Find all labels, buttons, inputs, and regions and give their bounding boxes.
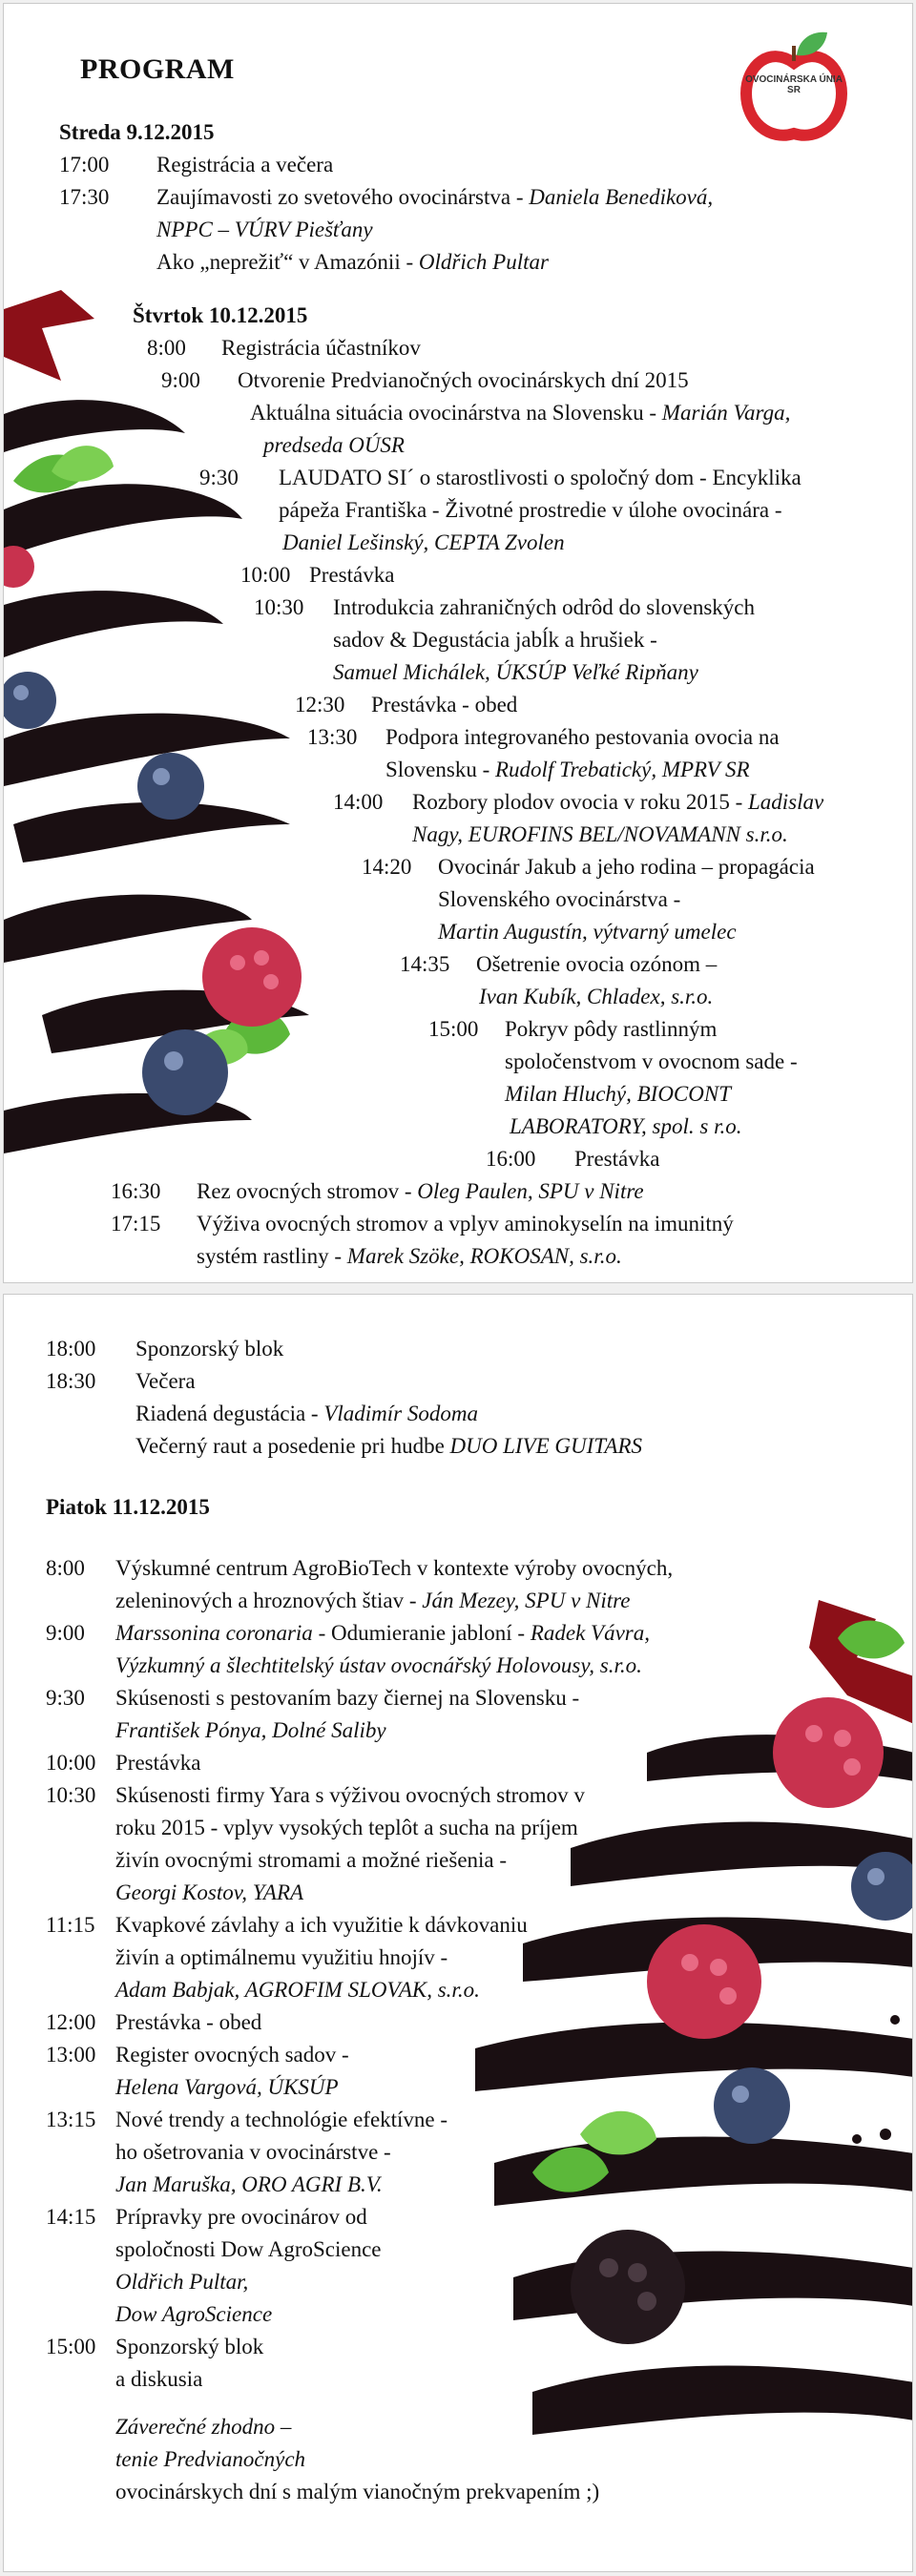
d2-line-3b: pápeža Františka - Životné prostredie v úlohe ovocinára - — [279, 498, 782, 522]
closing-text-2: tenie Predvianočných — [115, 2447, 306, 2471]
day1-text-2: Zaujímavosti zo svetového ovocinárstva - — [156, 185, 530, 209]
program-page-2 — [3, 1294, 913, 2572]
day2-header: Štvrtok 10.12.2015 — [133, 303, 308, 327]
d2-line-9a: Ovocinár Jakub a jeho rodina – propagácia — [438, 855, 815, 879]
d2-line-8a: Rozbory plodov ovocia v roku 2015 - — [412, 790, 748, 814]
d2-row-7b — [385, 754, 750, 786]
d2-speaker-10: Ivan Kubík, Chladex, s.r.o. — [479, 985, 714, 1008]
day1-row-2b — [156, 214, 373, 246]
d2e-text-0: Sponzorský blok — [135, 1337, 284, 1361]
d2-line-7a: Podpora integrovaného pestovania ovocia na — [385, 725, 780, 749]
d2e-row-2 — [135, 1398, 478, 1430]
d3-line-0b: zeleninových a hroznových štiav - — [115, 1589, 423, 1612]
d3-line-7a: Register ovocných sadov - — [115, 2043, 349, 2067]
d2-line-5b: sadov & Degustácia jabĺk a hrušiek - — [333, 628, 657, 652]
d2-text-1: Otvorenie Predvianočných ovocinárskych dní 2015 — [238, 368, 689, 392]
day1-text-3: Ako „neprežiť“ v Amazónii - — [156, 250, 419, 274]
d2-row-14b — [197, 1240, 622, 1273]
closing-text-1: Záverečné zhodno – — [115, 2415, 292, 2439]
d3-row-9d — [115, 2298, 272, 2331]
d2-time-0: 8:00 — [147, 336, 186, 360]
d2-text-2: Aktuálna situácia ovocinárstva na Slovensku - — [250, 401, 662, 425]
d3-row-1b — [115, 1650, 642, 1682]
d2-line-11a: Pokryv pôdy rastlinným — [505, 1017, 718, 1041]
d3-line-4c: živín ovocnými stromami a možné riešenia - — [115, 1848, 508, 1872]
d3-time-10: 15:00 — [46, 2335, 96, 2358]
day1-speaker-3: Oldřich Pultar — [418, 250, 549, 274]
d3-line-8b: ho ošetrovania v ovocinárstve - — [115, 2140, 391, 2164]
closing-line-2 — [115, 2443, 305, 2476]
d3-speaker-4: Georgi Kostov, YARA — [115, 1880, 304, 1904]
d2-line-14a: Výživa ovocných stromov a vplyv aminokyselín na imunitný — [197, 1212, 734, 1236]
d2e-text-3: Večerný raut a posedenie pri hudbe — [135, 1434, 450, 1458]
d2-time-3: 9:30 — [199, 466, 239, 489]
d2-row-8b — [412, 819, 788, 851]
d2-row-13 — [197, 1175, 644, 1208]
d2-text-6: Prestávka - obed — [371, 693, 518, 717]
d3-speaker-9b: Dow AgroScience — [115, 2302, 273, 2326]
d2-line-10a: Ošetrenie ovocia ozónom – — [476, 952, 718, 976]
d2-time-5: 10:30 — [254, 595, 304, 619]
d2-time-8: 14:00 — [333, 790, 384, 814]
d2-row-11c — [505, 1078, 731, 1111]
d3-time-4: 10:30 — [46, 1783, 96, 1807]
d2e-time-0: 18:00 — [46, 1337, 96, 1361]
day1-time-2: 17:30 — [59, 185, 110, 209]
d2-time-6: 12:30 — [295, 693, 345, 717]
d3-speaker-1a: Marssonina coronaria — [115, 1621, 313, 1645]
ovocinarska-unia-logo — [732, 27, 856, 151]
d3-text-3: Prestávka — [115, 1751, 201, 1775]
d3-time-2: 9:30 — [46, 1686, 85, 1710]
day1-row-2 — [156, 181, 713, 214]
d2e-text-1: Večera — [135, 1369, 196, 1393]
d2-line-5a: Introdukcia zahraničných odrôd do slovenských — [333, 595, 755, 619]
day1-header: Streda 9.12.2015 — [59, 120, 215, 144]
page-title: PROGRAM — [80, 53, 235, 85]
d2-text-12: Prestávka — [574, 1147, 660, 1171]
d3-line-10a: Sponzorský blok — [115, 2335, 264, 2358]
d3-time-3: 10:00 — [46, 1751, 96, 1775]
d2-line-9b: Slovenského ovocinárstva - — [438, 887, 681, 911]
d2-row-8a — [412, 786, 823, 819]
d3-text-6: Prestávka - obed — [115, 2010, 262, 2034]
day1-row-3 — [156, 246, 549, 279]
d2-line-14b: systém rastliny - — [197, 1244, 347, 1268]
d3-row-7b — [115, 2071, 339, 2104]
d2-speaker-2b: predseda OÚSR — [263, 433, 405, 457]
d2-time-10: 14:35 — [400, 952, 450, 976]
d2-row-11d — [510, 1111, 742, 1143]
d3-line-5a: Kvapkové závlahy a ich využitie k dávkovaniu — [115, 1913, 528, 1937]
d2-text-13: Rez ovocných stromov - — [197, 1179, 418, 1203]
dessert-decoration-right — [475, 1600, 913, 2554]
d3-time-0: 8:00 — [46, 1556, 85, 1580]
d3-line-2a: Skúsenosti s pestovaním bazy čiernej na Slovensku - — [115, 1686, 580, 1710]
d3-speaker-0: Ján Mezey, SPU v Nitre — [422, 1589, 631, 1612]
d2e-text-2: Riadená degustácia - — [135, 1402, 324, 1425]
d3-line-5b: živín a optimálnemu využitiu hnojív - — [115, 1945, 448, 1969]
d3-line-4b: roku 2015 - vplyv vysokých teplôt a sucha na príjem — [115, 1816, 578, 1839]
d2-speaker-9: Martin Augustín, výtvarný umelec — [438, 920, 737, 944]
d2-text-0: Registrácia účastníkov — [221, 336, 421, 360]
d3-time-1: 9:00 — [46, 1621, 85, 1645]
d2e-row-3 — [135, 1430, 642, 1463]
d2e-speaker-3: DUO LIVE GUITARS — [449, 1434, 642, 1458]
d3-speaker-7: Helena Vargová, ÚKSÚP — [115, 2075, 339, 2099]
d3-row-9c — [115, 2266, 248, 2298]
d2-speaker-2: Marián Varga, — [661, 401, 791, 425]
d2-speaker-8: Nagy, EUROFINS BEL/NOVAMANN s.r.o. — [412, 822, 788, 846]
d2-row-3c — [282, 527, 565, 559]
d2-time-1: 9:00 — [161, 368, 200, 392]
d2-time-7: 13:30 — [307, 725, 358, 749]
d3-speaker-1b: Výzkumný a šlechtitelský ústav ovocnářský Holovousy, s.r.o. — [115, 1653, 642, 1677]
d2-line-7b: Slovensku - — [385, 758, 495, 781]
d2-line-3a: LAUDATO SI´ o starostlivosti o spoločný dom - Encyklika — [279, 466, 802, 489]
d3-line-8a: Nové trendy a technológie efektívne - — [115, 2108, 448, 2131]
d3-row-2b — [115, 1714, 386, 1747]
d2-speaker-3: Daniel Lešinský, CEPTA Zvolen — [282, 530, 565, 554]
day1-text-1: Registrácia a večera — [156, 153, 334, 177]
d2e-time-1: 18:30 — [46, 1369, 96, 1393]
d2-time-14: 17:15 — [111, 1212, 161, 1236]
d3-speaker-1: Radek Vávra, — [530, 1621, 651, 1645]
d3-time-9: 14:15 — [46, 2205, 96, 2229]
d3-speaker-9: Oldřich Pultar, — [115, 2270, 249, 2294]
d2-speaker-11: Milan Hluchý, BIOCONT — [505, 1082, 732, 1106]
d3-time-6: 12:00 — [46, 2010, 96, 2034]
d3-row-4d — [115, 1877, 303, 1909]
d2-row-5c — [333, 656, 698, 689]
d2-time-9: 14:20 — [362, 855, 412, 879]
d2-row-10b — [479, 981, 713, 1013]
d3-line-9b: spoločnosti Dow AgroScience — [115, 2237, 382, 2261]
d2-row-2b — [263, 429, 405, 462]
d2-speaker-11b: LABORATORY, spol. s r.o. — [510, 1114, 742, 1138]
closing-line-3: ovocinárskych dní s malým vianočným prekvapením ;) — [115, 2480, 600, 2503]
d3-row-8c — [115, 2169, 383, 2201]
d2-time-12: 16:00 — [486, 1147, 536, 1171]
d3-time-8: 13:15 — [46, 2108, 96, 2131]
d3-time-7: 13:00 — [46, 2043, 96, 2067]
day1-time-1: 17:00 — [59, 153, 110, 177]
d3-line-1a: - Odumieranie jabloní - — [312, 1621, 531, 1645]
d2-text-4: Prestávka — [309, 563, 395, 587]
d2-speaker-5: Samuel Michálek, ÚKSÚP Veľké Ripňany — [333, 660, 698, 684]
d2-time-11: 15:00 — [428, 1017, 479, 1041]
d2-row-2 — [250, 397, 790, 429]
closing-line-1 — [115, 2411, 291, 2443]
d3-speaker-5: Adam Babjak, AGROFIM SLOVAK, s.r.o. — [115, 1978, 480, 2002]
d3-line-10b: a diskusia — [115, 2367, 203, 2391]
d2-speaker-14: Marek Szöke, ROKOSAN, s.r.o. — [346, 1244, 622, 1268]
d2-speaker-8a: Ladislav — [747, 790, 824, 814]
d3-row-1a — [115, 1617, 650, 1650]
d2-row-9c — [438, 916, 737, 948]
day1-speaker-2: Daniela Benediková, — [529, 185, 714, 209]
d2-speaker-13: Oleg Paulen, SPU v Nitre — [417, 1179, 644, 1203]
d3-line-4a: Skúsenosti firmy Yara s výživou ovocných stromov v — [115, 1783, 585, 1807]
d3-speaker-2: František Pónya, Dolné Saliby — [115, 1718, 386, 1742]
d3-line-9a: Prípravky pre ovocinárov od — [115, 2205, 367, 2229]
d3-speaker-8: Jan Maruška, ORO AGRI B.V. — [115, 2172, 383, 2196]
blackberry-icon — [571, 2230, 685, 2344]
d3-row-0b — [115, 1585, 630, 1617]
day3-header: Piatok 11.12.2015 — [46, 1495, 210, 1519]
d2e-speaker-2: Vladimír Sodoma — [323, 1402, 478, 1425]
d3-line-0a: Výskumné centrum AgroBioTech v kontexte výroby ovocných, — [115, 1556, 674, 1580]
logo-text: OVOCINÁRSKA ÚNIA SR — [745, 74, 843, 95]
d3-time-5: 11:15 — [46, 1913, 95, 1937]
d2-speaker-7: Rudolf Trebatický, MPRV SR — [495, 758, 750, 781]
d3-row-5c — [115, 1974, 480, 2006]
d2-time-13: 16:30 — [111, 1179, 161, 1203]
d2-time-4: 10:00 — [240, 563, 291, 587]
day1-speaker-2b: NPPC – VÚRV Piešťany — [156, 218, 373, 241]
program-page-1 — [3, 3, 913, 1283]
d2-line-11b: spoločenstvom v ovocnom sade - — [505, 1049, 798, 1073]
